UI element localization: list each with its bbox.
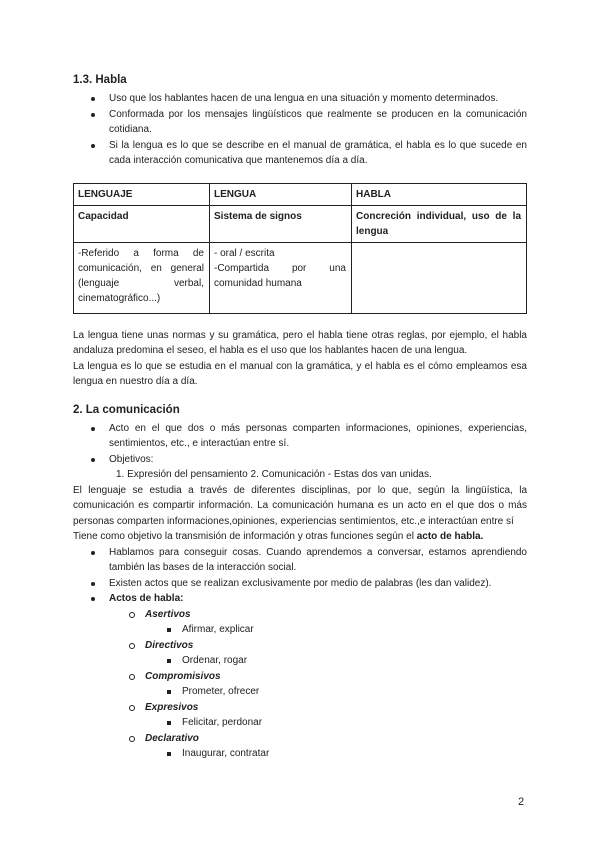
page-content — [73, 72, 527, 762]
list-item: Uso que los hablantes hacen de una lengua en una situación y momento determinados. — [73, 91, 527, 107]
table-row — [74, 183, 527, 205]
comunicacion-bullet-list — [73, 421, 527, 468]
list-item: Si la lengua es lo que se describe en el manual de gramática, el habla es lo que sucede en cada interacción comunicativa que mantenemos día a día. — [73, 138, 527, 169]
table-header-lengua: LENGUA — [210, 183, 352, 205]
table-cell-line: -Compartida por una comunidad humana — [214, 262, 346, 289]
page-number: 2 — [518, 796, 525, 808]
comparison-table — [73, 183, 527, 314]
habla-bullet-list — [73, 91, 527, 169]
section-title-habla: 1.3. Habla — [73, 74, 127, 86]
table-header-lenguaje: LENGUAJE — [74, 183, 210, 205]
table-row — [74, 242, 527, 313]
paragraph — [73, 529, 527, 545]
speech-acts-list — [73, 607, 527, 762]
table-header-habla: HABLA — [352, 183, 527, 205]
speech-act-name: Declarativo — [73, 731, 527, 747]
list-item — [73, 591, 527, 607]
table-cell: Capacidad — [74, 205, 210, 242]
table-cell-empty — [352, 242, 527, 313]
table-row — [74, 205, 527, 242]
speech-act-name: Asertivos — [73, 607, 527, 623]
speech-act-name: Expresivos — [73, 700, 527, 716]
list-item: Hablamos para conseguir cosas. Cuando aprendemos a conversar, estamos aprendiendo también las bases de la interacción social. — [73, 545, 527, 576]
list-item: Objetivos: — [73, 452, 527, 468]
section-title-comunicacion: 2. La comunicación — [73, 403, 180, 416]
speech-act-name: Directivos — [73, 638, 527, 654]
paragraph: La lengua tiene unas normas y su gramática, pero el habla tiene otras reglas, por ejemplo, el habla andaluza predomina el seseo, el habla es el uso que los hablantes hacen de una lengua. — [73, 329, 527, 356]
speech-act-name: Compromisivos — [73, 669, 527, 685]
list-item-bold: Actos de habla: — [109, 593, 184, 604]
table-cell: Concreción individual, uso de la lengua — [352, 205, 527, 242]
list-item: Existen actos que se realizan exclusivamente por medio de palabras (les dan validez). — [73, 576, 527, 592]
speech-act-example: Afirmar, explicar — [73, 622, 527, 638]
table-cell: -Referido a forma de comunicación, en general (lenguaje verbal, cinematográfico...) — [74, 242, 210, 313]
paragraph-bold-text: acto de habla. — [416, 531, 484, 542]
speech-act-example: Inaugurar, contratar — [73, 746, 527, 762]
paragraph: La lengua es lo que se estudia en el manual con la gramática, y el habla es el cómo empleamos esa lengua en nuestro día a día. — [73, 360, 527, 387]
speech-act-example: Prometer, ofrecer — [73, 684, 527, 700]
paragraph-text: Tiene como objetivo la transmisión de información y otras funciones según el — [73, 531, 417, 542]
table-cell-line: - oral / escrita — [214, 247, 275, 259]
speech-act-example: Felicitar, perdonar — [73, 715, 527, 731]
list-item: Acto en el que dos o más personas comparten informaciones, opiniones, experiencias, sentimientos, etc., e interactúan entre sí. — [73, 421, 527, 452]
actos-bullet-list — [73, 545, 527, 607]
list-item: Conformada por los mensajes lingüísticos que realmente se producen en la comunicación cotidiana. — [73, 107, 527, 138]
speech-act-example: Ordenar, rogar — [73, 653, 527, 669]
numbered-objectives: 1. Expresión del pensamiento 2. Comunicación - Estas dos van unidas. — [116, 469, 432, 480]
paragraph: El lenguaje se estudia a través de diferentes disciplinas, por lo que, según la lingüística, la comunicación es compartir información. La comunicación humana es un acto en el que dos o más personas comparten informaciones,opiniones, experiencias sentimientos, etc.,e interactúan entre sí — [73, 484, 527, 527]
table-cell: Sistema de signos — [210, 205, 352, 242]
table-cell — [210, 242, 352, 313]
